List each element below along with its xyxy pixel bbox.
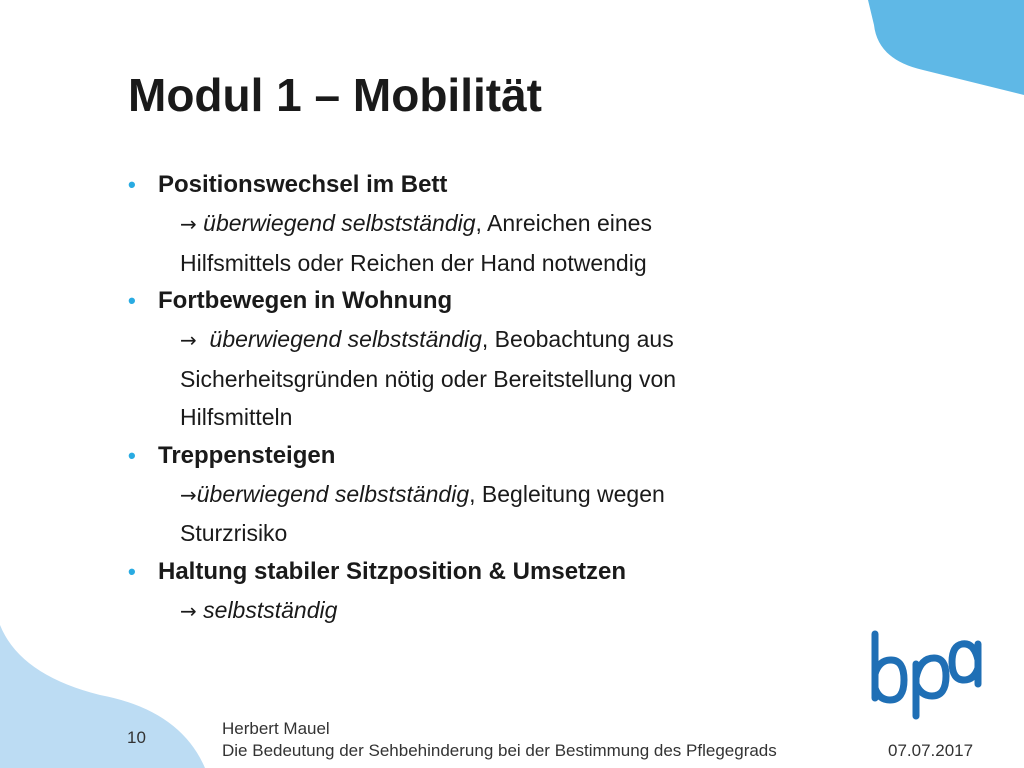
corner-decoration-top-right [868, 0, 1024, 95]
bullet-heading: Fortbewegen in Wohnung [158, 287, 453, 314]
detail-text: , Anreichen eines [475, 210, 652, 236]
bullet-detail-line [128, 475, 828, 515]
bullet-dot-icon: • [128, 172, 136, 197]
page-number: 10 [127, 728, 146, 747]
bullet-detail-line [128, 591, 828, 631]
bullet-detail-line: Sturzrisiko [180, 520, 288, 546]
assessment-rating: überwiegend selbstständig [203, 210, 476, 236]
bullet-heading: Treppensteigen [158, 441, 336, 469]
slide-title: Modul 1 – Mobilität [128, 69, 542, 121]
bullet-dot-icon: • [128, 288, 136, 313]
bpa-logo [866, 620, 990, 720]
slide-content [128, 166, 828, 630]
bullet-heading: Positionswechsel im Bett [158, 171, 448, 198]
corner-decoration-bottom-left [0, 625, 205, 768]
bullet-detail-line [128, 204, 828, 244]
bullet-detail-line [128, 320, 828, 360]
bullet-item [128, 553, 828, 591]
arrow-right-icon: → [180, 598, 197, 623]
arrow-right-icon: → [180, 212, 197, 236]
bullet-item [128, 282, 828, 320]
bullet-item [128, 166, 828, 204]
arrow-right-icon: → [180, 482, 197, 507]
bullet-detail-line: Hilfsmitteln [180, 404, 293, 430]
bullet-heading: Haltung stabiler Sitzposition & Umsetzen [158, 557, 627, 585]
detail-text: , Beobachtung aus [481, 326, 674, 352]
assessment-rating: überwiegend selbstständig [209, 326, 482, 352]
bullet-detail-line: Sicherheitsgründen nötig oder Bereitstellung von [180, 365, 677, 392]
footer-date: 07.07.2017 [888, 741, 974, 760]
footer-presentation-title: Die Bedeutung der Sehbehinderung bei der Bestimmung des Pflegegrads [222, 741, 777, 760]
assessment-rating: überwiegend selbstständig [196, 480, 470, 507]
assessment-rating: selbstständig [203, 596, 338, 623]
bullet-dot-icon: • [128, 442, 136, 468]
detail-text: , Begleitung wegen [469, 480, 665, 507]
bullet-item [128, 437, 828, 475]
footer-author: Herbert Mauel [222, 719, 330, 738]
bullet-detail-line: Hilfsmittels oder Reichen der Hand notwendig [180, 249, 647, 276]
arrow-right-icon: → [180, 328, 197, 352]
bullet-dot-icon: • [128, 558, 136, 584]
